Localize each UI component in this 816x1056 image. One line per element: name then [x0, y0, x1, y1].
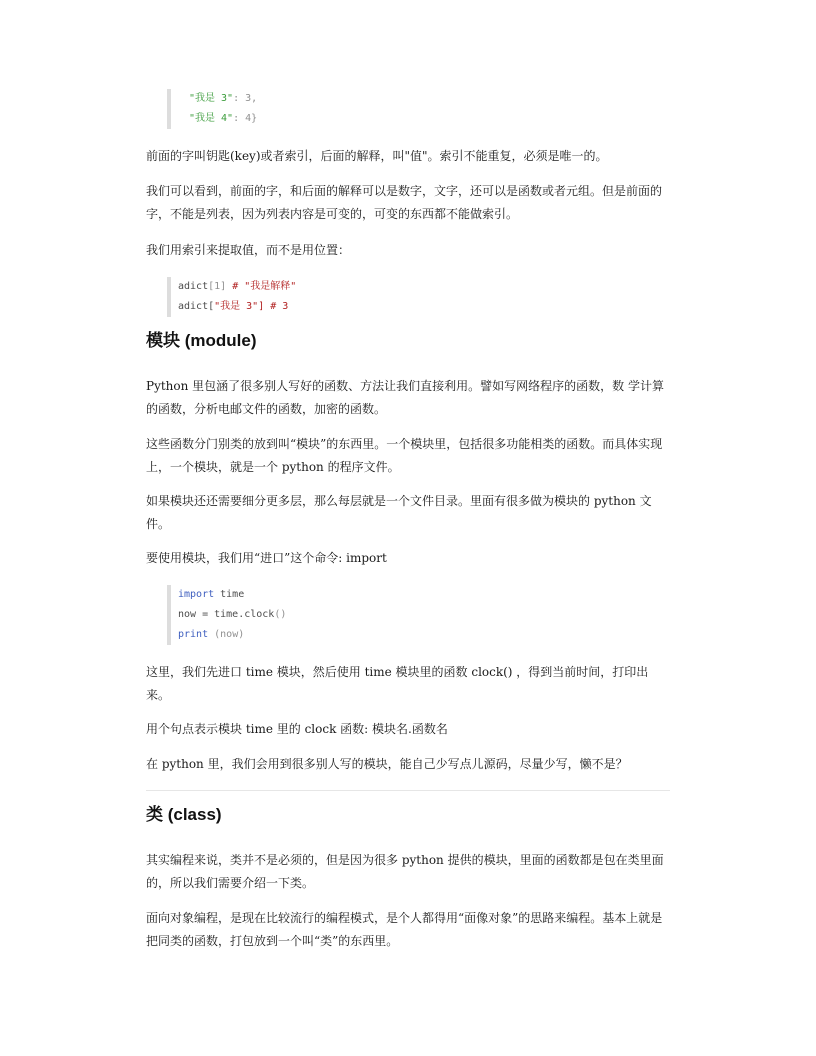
code-comment-string: "我是解释" [244, 281, 297, 292]
paragraph: 其实编程来说，类并不是必须的，但是因为很多 python 提供的模块，里面的函数都是包在类里面的，所以我们需要介绍一下类。 [146, 853, 664, 890]
code-string: "我是 3" [214, 301, 259, 312]
section-heading-module: 模块 (module) [146, 331, 257, 350]
code-block-import [167, 585, 678, 645]
code-keyword: print [178, 629, 209, 640]
code-text: time [214, 589, 245, 600]
paragraph: 要使用模块，我们用“进口”这个命令: import [146, 551, 387, 565]
code-string: "我是 3" [189, 93, 234, 104]
code-line [178, 625, 678, 645]
paragraph: 如果模块还还需要细分更多层，那么每层就是一个文件目录。里面有很多做为模块的 python 文件。 [146, 494, 652, 531]
code-block-dict-lookup [167, 277, 678, 317]
code-text: adict[ [178, 301, 215, 312]
code-line [178, 605, 678, 625]
code-string: "我是 4" [189, 113, 234, 124]
code-text: : 3, [233, 93, 258, 104]
code-line [178, 297, 678, 317]
code-block-dict-tail [167, 89, 689, 129]
section-divider [146, 790, 670, 791]
paragraph: Python 里包涵了很多别人写好的函数、方法让我们直接利用。譬如写网络程序的函数，数 学计算的函数，分析电邮文件的函数，加密的函数。 [146, 379, 664, 416]
paragraph: 面向对象编程，是现在比较流行的编程模式，是个人都得用“面像对象”的思路来编程。基本上就是把同类的函数，打包放到一个叫“类”的东西里。 [146, 911, 663, 948]
paragraph: 这些函数分门别类的放到叫“模块”的东西里。一个模块里，包括很多功能相类的函数。而具体实现上，一个模块，就是一个 python 的程序文件。 [146, 437, 663, 474]
code-line [178, 277, 678, 297]
code-keyword: import [178, 589, 215, 600]
paragraph: 这里，我们先进口 time 模块，然后使用 time 模块里的函数 clock() ，得到当前时间，打印出来。 [146, 665, 649, 702]
paragraph: 前面的字叫钥匙(key)或者索引，后面的解释，叫"值"。索引不能重复，必须是唯一的。 [146, 149, 608, 163]
code-line [178, 585, 678, 605]
code-text: : 4} [233, 113, 258, 124]
code-parens: () [274, 609, 287, 620]
section-heading-class: 类 (class) [146, 805, 222, 824]
code-text: (now) [208, 629, 245, 640]
code-comment: ] # 3 [258, 301, 289, 312]
paragraph: 我们用索引来提取值，而不是用位置： [146, 243, 351, 257]
paragraph: 用个句点表示模块 time 里的 clock 函数: 模块名.函数名 [146, 722, 448, 736]
paragraph: 我们可以看到，前面的字，和后面的解释可以是数字，文字，还可以是函数或者元组。但是前面的字，不能是列表，因为列表内容是可变的，可变的东西都不能做索引。 [146, 184, 663, 221]
code-index: [1] [208, 281, 227, 292]
code-line [189, 109, 689, 129]
code-text: now = time.clock [178, 609, 275, 620]
code-text: adict [178, 281, 209, 292]
code-line [189, 89, 689, 109]
paragraph: 在 python 里，我们会用到很多别人写的模块，能自己少写点儿源码，尽量少写，懒不是？ [146, 757, 628, 771]
code-comment: # [226, 281, 245, 292]
